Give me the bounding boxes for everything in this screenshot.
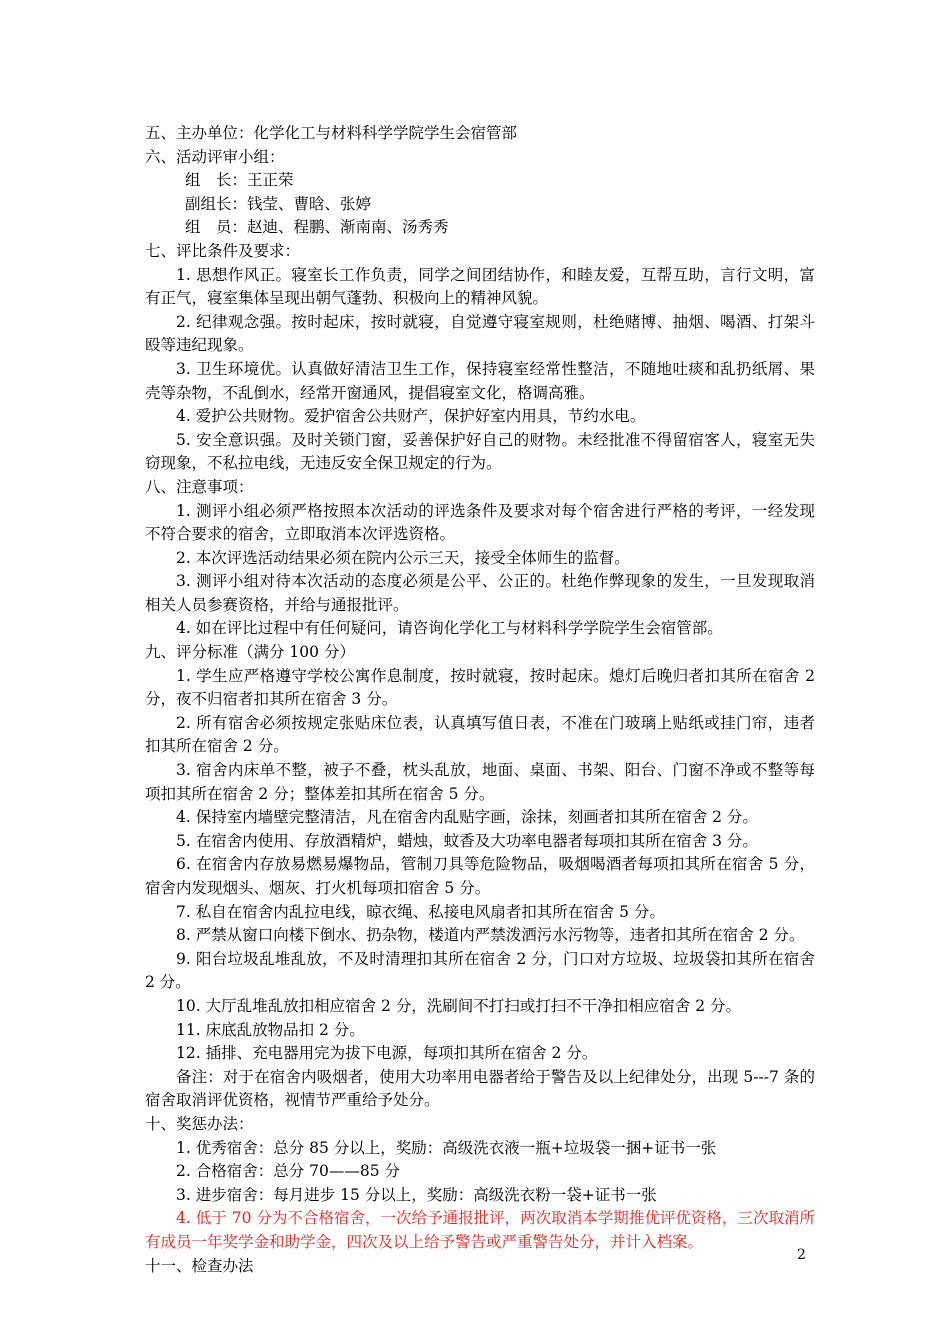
scoring-note: 备注：对于在宿舍内吸烟者，使用大功率用电器者给于警告及以上纪律处分，出现 5---7 条的宿舍取消评优资格，视情节严重给予处分。 (145, 1067, 815, 1110)
criteria-item: 3. 卫生环境优。认真做好清洁卫生工作，保持寝室经常性整洁，不随地吐痰和乱扔纸屑、果壳等杂物，不乱倒水，经常开窗通风，提倡寝室文化，格调高雅。 (145, 359, 815, 402)
scoring-item: 6. 在宿舍内存放易燃易爆物品，管制刀具等危险物品，吸烟喝酒者每项扣其所在宿舍 5 分，宿舍内发现烟头、烟灰、打火机每项扣宿舍 5 分。 (145, 855, 815, 897)
scoring-item: 7. 私自在宿舍内乱拉电线，晾衣绳、私接电风扇者扣其所在宿舍 5 分。 (176, 902, 665, 921)
scoring-item: 8. 严禁从窗口向楼下倒水、扔杂物，楼道内严禁泼洒污水污物等，违者扣其所在宿舍 2 分。 (176, 926, 805, 945)
notice-item: 4. 如在评比过程中有任何疑问，请咨询化学化工与材料科学学院学生会宿管部。 (176, 619, 723, 638)
scoring-item: 11. 床底乱放物品扣 2 分。 (176, 1020, 365, 1039)
page-number: 2 (797, 1247, 806, 1263)
scoring-item: 10. 大厅乱堆乱放扣相应宿舍 2 分，洗刷间不打扫或打扫不干净扣相应宿舍 2 分。 (176, 996, 742, 1015)
scoring-item: 3. 宿舍内床单不整，被子不叠，枕头乱放，地面、桌面、书架、阳台、门窗不净或不整等每项扣其所在宿舍 2 分；整体差扣其所在宿舍 5 分。 (145, 761, 815, 803)
reward-item: 2. 合格宿舍：总分 70——85 分 (176, 1162, 401, 1181)
section-11-heading: 十一、检查办法 (145, 1256, 254, 1275)
notice-item: 2. 本次评选活动结果必须在院内公示三天，接受全体师生的监督。 (176, 548, 630, 567)
section-7-heading: 七、评比条件及要求： (145, 241, 301, 260)
scoring-item: 5. 在宿舍内使用、存放酒精炉，蜡烛，蚊香及大功率电器者每项扣其所在宿舍 3 分。 (176, 831, 758, 850)
scoring-item: 2. 所有宿舍必须按规定张贴床位表，认真填写值日表，不准在门玻璃上贴纸或挂门帘，违者扣其所在宿舍 2 分。 (145, 713, 815, 756)
reward-item: 3. 进步宿舍：每月进步 15 分以上，奖励：高级洗衣粉一袋+证书一张 (176, 1185, 657, 1204)
section-5-organizer: 五、主办单位：化学化工与材料科学学院学生会宿管部 (145, 124, 518, 142)
criteria-item: 4. 爱护公共财物。爱护宿舍公共财产，保护好室内用具，节约水电。 (176, 407, 646, 426)
notice-item: 3. 测评小组对待本次活动的态度必须是公平、公正的。杜绝作弊现象的发生，一旦发现取消相关人员参赛资格，并给与通报批评。 (145, 572, 815, 614)
reward-item: 1. 优秀宿舍：总分 85 分以上，奖励：高级洗衣液一瓶+垃圾袋一捆+证书一张 (176, 1138, 717, 1157)
criteria-item: 1. 思想作风正。寝室长工作负责，同学之间团结协作，和睦友爱，互帮互助，言行文明，富有正气，寝室集体呈现出朝气蓬勃、积极向上的精神风貌。 (145, 265, 815, 308)
criteria-item: 2. 纪律观念强。按时起床，按时就寝，自觉遵守寝室规则，杜绝赌博、抽烟、喝酒、打架斗殴等违纪现象。 (145, 312, 815, 355)
document-body (145, 122, 815, 1278)
panel-leader: 组 长：王正荣 (185, 171, 294, 190)
scoring-item: 9. 阳台垃圾乱堆乱放，不及时清理扣其所在宿舍 2 分，门口对方垃圾、垃圾袋扣其所在宿舍 2 分。 (145, 949, 815, 992)
scoring-item: 4. 保持室内墙壁完整清洁，凡在宿舍内乱贴字画，涂抹，刻画者扣其所在宿舍 2 分。 (176, 808, 758, 827)
section-9-heading: 九、评分标准（满分 100 分） (145, 643, 355, 662)
scoring-item: 12. 插排、充电器用完为拔下电源，每项扣其所在宿舍 2 分。 (176, 1044, 598, 1063)
panel-deputy: 副组长：钱莹、曹晗、张婷 (185, 194, 372, 213)
scoring-item: 1. 学生应严格遵守学校公寓作息制度，按时就寝，按时起床。熄灯后晚归者扣其所在宿舍 2 分，夜不归宿者扣其所在宿舍 3 分。 (145, 666, 815, 709)
penalty-warning: 4. 低于 70 分为不合格宿舍，一次给予通报批评，两次取消本学期推优评优资格，三次取消所有成员一年奖学金和助学金，四次及以上给予警告或严重警告处分，并计入档案。 (145, 1209, 815, 1251)
section-6-heading: 六、活动评审小组： (145, 147, 285, 166)
section-10-heading: 十、奖惩办法： (145, 1114, 254, 1133)
criteria-item: 5. 安全意识强。及时关锁门窗，妥善保护好自己的财物。未经批准不得留宿客人，寝室无失窃现象，不私拉电线，无违反安全保卫规定的行为。 (145, 430, 815, 473)
section-8-heading: 八、注意事项： (145, 477, 254, 496)
panel-members: 组 员：赵迪、程鹏、渐南南、汤秀秀 (185, 218, 449, 237)
notice-item: 1. 测评小组必须严格按照本次活动的评选条件及要求对每个宿舍进行严格的考评，一经发现不符合要求的宿舍，立即取消本次评选资格。 (145, 501, 815, 544)
